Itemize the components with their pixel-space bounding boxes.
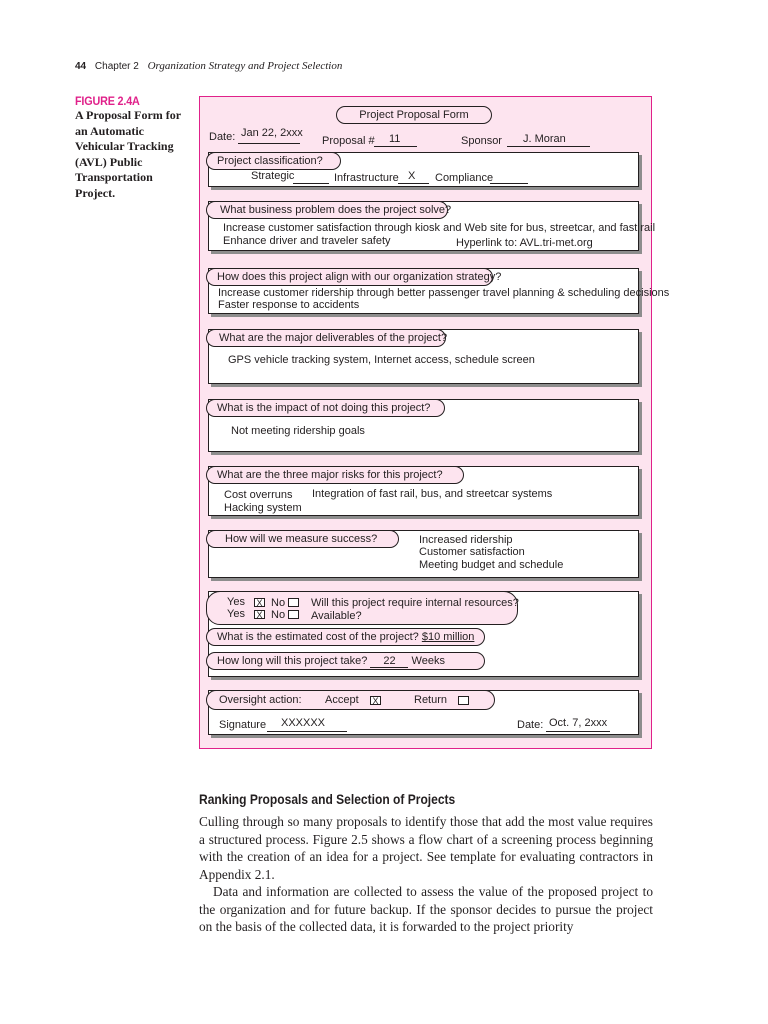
yes-label-1: Yes: [227, 596, 245, 608]
no-checkbox-2[interactable]: [288, 610, 299, 619]
yes-label-2: Yes: [227, 608, 245, 620]
success-line3: Meeting budget and schedule: [419, 559, 564, 571]
internal-resources-question: Will this project require internal resources?: [311, 597, 519, 609]
risk-2: Hacking system: [224, 502, 302, 514]
figure-caption: A Proposal Form for an Automatic Vehicular Tracking (AVL) Public Transportation Project.: [75, 108, 181, 200]
strategy-question: How does this project align with our organization strategy?: [206, 268, 493, 286]
proposal-form-panel: [199, 96, 670, 749]
risk-3: Integration of fast rail, bus, and streetcar systems: [312, 488, 553, 500]
paragraph-1: Culling through so many proposals to identify those that add the most value requires a structured process. Figure 2.5 shows a flow chart of a screening process beginning with the creation of an idea for a project. See template for evaluating contractors in Appendix 2.1.: [199, 814, 653, 882]
date-value: Jan 22, 2xxx: [241, 127, 303, 139]
infrastructure-blank: [398, 183, 429, 184]
date-underline: [238, 143, 300, 144]
form-title: Project Proposal Form: [336, 106, 492, 124]
page-number: 44: [75, 61, 87, 72]
proposal-underline: [374, 146, 417, 147]
running-head: [75, 60, 342, 72]
signature-label: Signature: [219, 719, 267, 731]
chapter-title: Organization Strategy and Project Selection: [147, 60, 343, 72]
classification-question: Project classification?: [206, 152, 341, 170]
strategy-line1: Increase customer ridership through better passenger travel planning & scheduling decisions: [218, 287, 670, 299]
impact-question: What is the impact of not doing this project?: [206, 399, 445, 417]
body-text: [199, 813, 653, 936]
accept-label: Accept: [325, 694, 359, 706]
deliverables-answer: GPS vehicle tracking system, Internet access, schedule screen: [228, 354, 535, 366]
sponsor-underline: [507, 146, 590, 147]
oversight-date-value: Oct. 7, 2xxx: [549, 717, 608, 729]
chapter-label: Chapter 2: [94, 61, 139, 72]
section-heading: Ranking Proposals and Selection of Projects: [199, 791, 456, 807]
yes-checkbox-2[interactable]: X: [254, 610, 265, 619]
strategic-blank: [293, 183, 329, 184]
deliverables-question: What are the major deliverables of the project?: [206, 329, 446, 347]
oversight-date-label: Date:: [517, 719, 544, 731]
infrastructure-label: Infrastructure: [334, 172, 399, 184]
oversight-pill: [206, 690, 495, 710]
return-label: Return: [414, 694, 448, 706]
cost-question-pill: [206, 628, 485, 646]
signature-value: XXXXXX: [281, 717, 326, 729]
cost-question: What is the estimated cost of the project?: [217, 631, 419, 643]
resources-question-group: [206, 591, 518, 625]
duration-question: How long will this project take?: [217, 655, 368, 667]
yes-checkbox-1[interactable]: X: [254, 598, 265, 607]
proposal-value: 11: [389, 133, 401, 145]
risk-1: Cost overruns: [224, 489, 293, 501]
success-question: How will we measure success?: [206, 530, 399, 548]
success-line2: Customer satisfaction: [419, 546, 525, 558]
signature-line: [267, 731, 347, 732]
figure-label: FIGURE 2.4A: [75, 94, 140, 108]
available-question: Available?: [311, 610, 362, 622]
oversight-label: Oversight action:: [219, 694, 302, 706]
compliance-label: Compliance: [435, 172, 494, 184]
date-label: Date:: [209, 131, 236, 143]
duration-value: 22: [370, 655, 408, 668]
compliance-blank: [490, 183, 528, 184]
business-problem-line2: Enhance driver and traveler safety: [223, 235, 391, 247]
proposal-label: Proposal #: [322, 135, 375, 147]
business-problem-question: What business problem does the project solve?: [206, 201, 448, 219]
cost-value: $10 million: [421, 631, 475, 643]
sponsor-value: J. Moran: [523, 133, 566, 145]
return-checkbox[interactable]: [458, 696, 469, 705]
no-label-1: No: [271, 597, 286, 609]
business-problem-line1: Increase customer satisfaction through kiosk and Web site for bus, streetcar, and fast rail: [223, 222, 656, 234]
impact-answer: Not meeting ridership goals: [231, 425, 365, 437]
risks-question: What are the three major risks for this project?: [206, 466, 464, 484]
strategic-label: Strategic: [251, 170, 295, 182]
duration-unit: Weeks: [411, 655, 445, 667]
hyperlink-text: Hyperlink to: AVL.tri-met.org: [456, 237, 593, 249]
oversight-date-line: [546, 731, 610, 732]
infrastructure-mark: X: [408, 170, 416, 182]
sponsor-label: Sponsor: [461, 135, 502, 147]
strategy-line2: Faster response to accidents: [218, 299, 360, 311]
success-line1: Increased ridership: [419, 534, 513, 546]
paragraph-2: Data and information are collected to assess the value of the proposed project to the organization and for future backup. If the sponsor decides to pursue the project on the basis of the collected data, it is forwarded to the project priority: [199, 884, 653, 934]
accept-checkbox[interactable]: X: [370, 696, 381, 705]
duration-question-pill: [206, 652, 485, 670]
no-checkbox-1[interactable]: [288, 598, 299, 607]
no-label-2: No: [271, 609, 286, 621]
